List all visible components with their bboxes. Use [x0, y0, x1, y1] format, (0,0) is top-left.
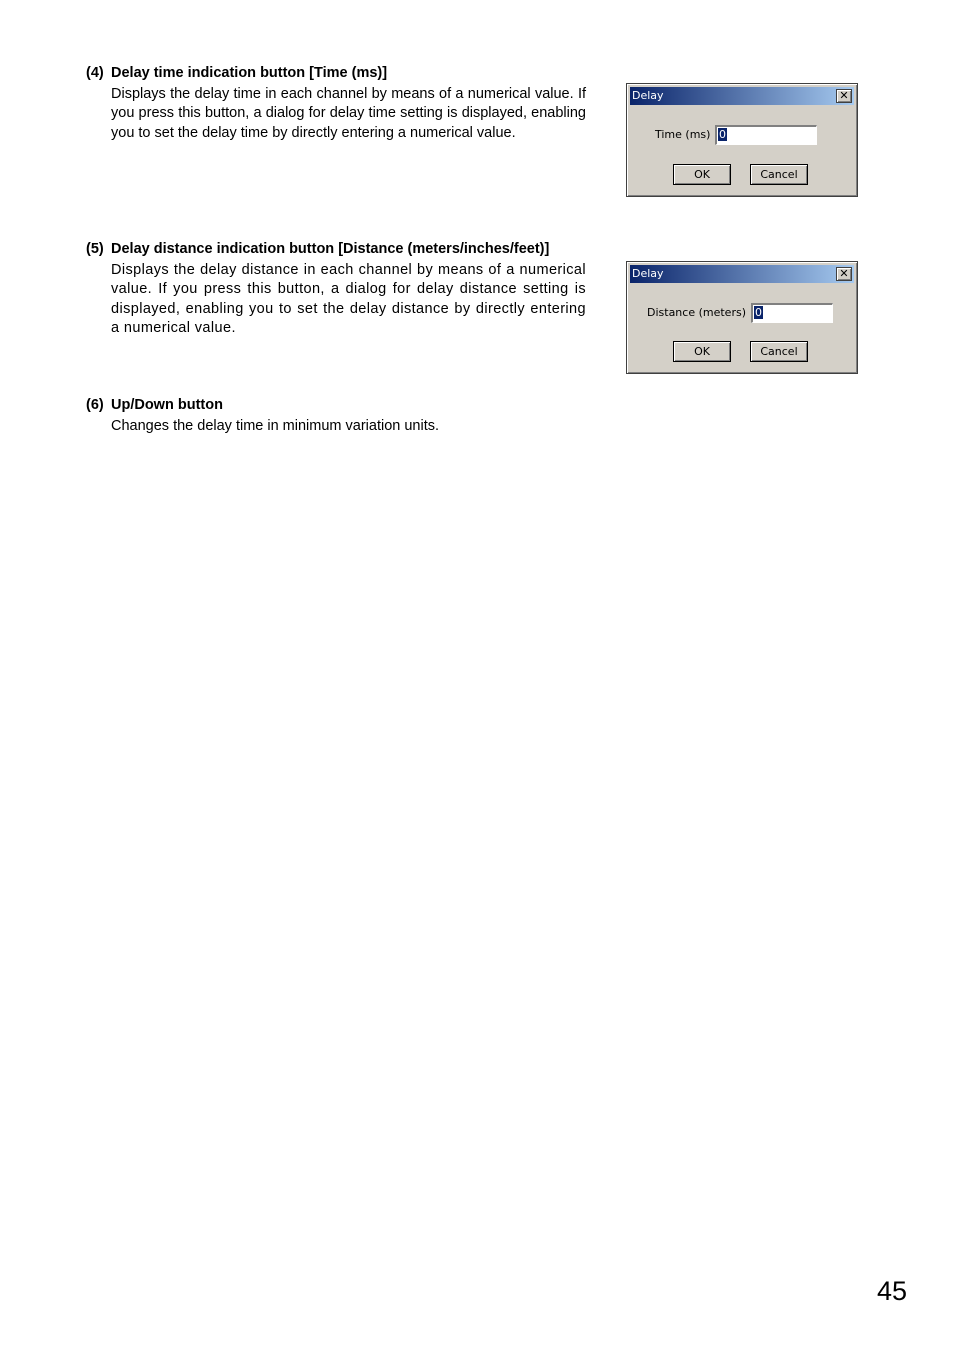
section-title: Delay distance indication button [Distance (meters/inches/feet)]	[111, 241, 550, 257]
close-icon[interactable]: ✕	[836, 89, 852, 103]
time-input[interactable]	[715, 125, 817, 145]
distance-field-label: Distance (meters)	[647, 306, 746, 319]
dialog-title: Delay	[632, 89, 664, 102]
ok-button[interactable]: OK	[673, 164, 731, 185]
section-number: (6)	[86, 397, 104, 413]
cancel-button[interactable]: Cancel	[750, 164, 808, 185]
cancel-button[interactable]: Cancel	[750, 341, 808, 362]
page-number: 45	[877, 1276, 908, 1306]
section-number: (4)	[86, 65, 104, 81]
section-body: Displays the delay time in each channel by means of a numerical value. If you press this button, a dialog for delay time setting is displayed, enabling you to set the delay time by directly entering a numerical value.	[111, 86, 586, 141]
section-up-down	[86, 396, 606, 436]
section-delay-time	[86, 64, 606, 143]
time-input-value: 0	[719, 128, 726, 141]
distance-input-value: 0	[755, 306, 762, 319]
dialog-titlebar[interactable]	[630, 87, 854, 105]
section-title: Delay time indication button [Time (ms)]	[111, 65, 388, 81]
section-number: (5)	[86, 241, 104, 257]
dialog-titlebar[interactable]	[630, 265, 854, 283]
section-heading	[86, 396, 606, 415]
time-field-label: Time (ms)	[655, 128, 711, 141]
section-heading	[86, 64, 606, 83]
section-delay-distance	[86, 240, 606, 338]
close-icon[interactable]: ✕	[836, 267, 852, 281]
delay-time-dialog	[626, 83, 858, 197]
ok-button[interactable]: OK	[673, 341, 731, 362]
section-body: Displays the delay distance in each channel by means of a numerical value. If you press this button, a dialog for delay distance setting is displayed, enabling you to set the delay distance by directly entering a numerical value.	[111, 262, 586, 336]
dialog-title: Delay	[632, 267, 664, 280]
section-body: Changes the delay time in minimum variation units.	[111, 418, 440, 434]
section-title: Up/Down button	[111, 397, 223, 413]
distance-input[interactable]	[751, 303, 833, 323]
section-heading	[86, 240, 606, 259]
delay-distance-dialog	[626, 261, 858, 374]
